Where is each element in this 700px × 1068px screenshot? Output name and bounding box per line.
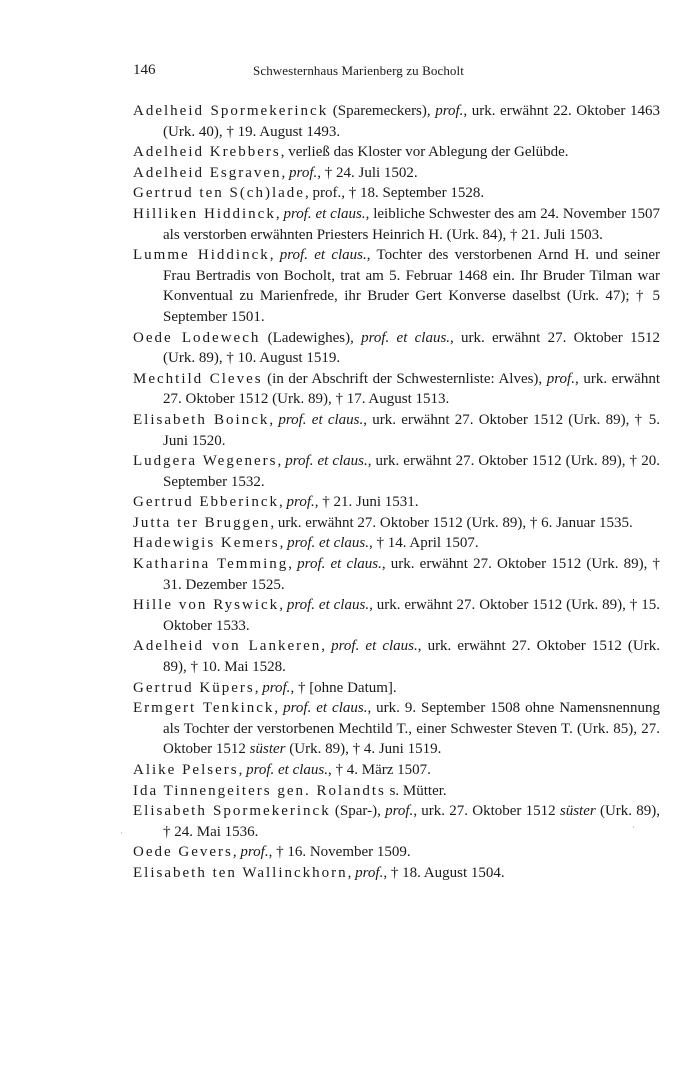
register-entry: [133, 678, 660, 699]
entry-text: (in der Abschrift der Schwesternliste: Alves),: [262, 370, 547, 387]
entry-text: , urk. erwähnt 27. Oktober 1512 (Urk. 89), † 10. August 1519.: [163, 329, 660, 367]
italic-term: prof.: [546, 370, 575, 387]
entry-text: , urk. erwähnt 27. Oktober 1512 (Urk. 89), † 6. Januar 1535.: [270, 514, 633, 531]
person-name: Hille von Ryswick: [133, 597, 280, 614]
person-name: Adelheid Krebbers: [133, 144, 281, 161]
register-entry: [133, 183, 660, 204]
page-number: 146: [133, 62, 156, 78]
italic-term: prof. et claus.: [297, 556, 382, 573]
person-name: Gertrud ten S(ch)lade: [133, 185, 305, 202]
italic-term: prof.: [289, 164, 318, 181]
italic-term: prof. et claus.: [283, 205, 366, 222]
entry-list: [133, 101, 660, 884]
person-name: Lumme Hiddinck: [133, 247, 270, 264]
person-name: Hadewigis Kemers: [133, 535, 280, 552]
italic-term: prof.: [355, 864, 384, 881]
entry-text: ,: [279, 535, 288, 552]
entry-text: , † 24. Juli 1502.: [317, 164, 418, 181]
entry-text: , urk. erwähnt 27. Oktober 1512 (Urk. 89), † 10. Mai 1528.: [163, 638, 661, 676]
italic-term: prof. et claus.: [287, 535, 369, 552]
entry-text: ,: [254, 679, 263, 696]
entry-text: ,: [275, 205, 284, 222]
italic-term: prof.: [240, 844, 269, 861]
italic-term: prof. et claus.: [278, 411, 364, 428]
person-name: Adelheid Spormekerinck: [133, 103, 329, 119]
italic-term: prof. et claus.: [283, 700, 368, 717]
entry-text: , † 14. April 1507.: [369, 535, 479, 552]
entry-text: ,: [274, 700, 284, 717]
entry-text: , verließ das Kloster vor Ablegung der Gelübde.: [280, 144, 569, 161]
italic-term: süster: [559, 803, 596, 820]
register-entry: [133, 451, 660, 492]
entry-text: , leibliche Schwester des am 24. November 1507 als verstorben erwähnten Priesters Heinrich H. (Urk. 84), † 21. Juli 1503.: [163, 205, 661, 243]
register-entry: [133, 142, 660, 163]
italic-term: prof.: [435, 103, 464, 119]
entry-text: , urk. erwähnt 27. Oktober 1512 (Urk. 89), † 20. September 1532.: [163, 453, 661, 490]
scan-speck: ·: [120, 828, 123, 838]
entry-text: ,: [269, 247, 280, 264]
entry-text: , urk. erwähnt 27. Oktober 1512 (Urk. 89), † 17. August 1513.: [163, 370, 660, 408]
entry-text: ,: [232, 844, 241, 861]
entry-text: ,: [269, 411, 279, 428]
person-name: Hilliken Hiddinck: [133, 205, 276, 222]
entry-text: ,: [281, 164, 290, 181]
person-name: Alike Pelsers: [133, 762, 239, 778]
person-name: Ermgert Tenkinck: [133, 700, 275, 717]
person-name: Adelheid Esgraven: [133, 164, 282, 181]
register-entry: [133, 595, 660, 636]
entry-text: , urk. erwähnt 27. Oktober 1512 (Urk. 89), † 15. Oktober 1533.: [163, 597, 661, 634]
register-entry: [133, 801, 660, 842]
register-entry: [133, 636, 660, 677]
entry-text: , urk. erwähnt 22. Oktober 1463 (Urk. 40), † 19. August 1493.: [163, 103, 660, 140]
register-entry: [133, 513, 660, 534]
register-entry: [133, 533, 660, 554]
entry-text: , urk. erwähnt 27. Oktober 1512 (Urk. 89), † 5. Juni 1520.: [163, 411, 661, 449]
register-entry: [133, 204, 660, 245]
entry-text: (Urk. 89), † 4. Juni 1519.: [285, 741, 442, 758]
entry-text: , prof., † 18. September 1528.: [304, 185, 485, 202]
entry-text: , urk. 27. Oktober 1512: [413, 803, 560, 820]
italic-term: prof.: [385, 803, 414, 820]
italic-term: süster: [249, 741, 286, 758]
italic-term: prof. et claus.: [279, 247, 367, 264]
italic-term: prof.: [262, 679, 291, 696]
entry-text: ,: [238, 762, 247, 778]
entry-text: (Sparemeckers),: [328, 103, 436, 119]
person-name: Ida Tinnengeiters gen. Rolandts: [133, 782, 386, 799]
person-name: Oede Lodewech: [133, 329, 261, 346]
person-name: Elisabeth Spormekerinck: [133, 803, 331, 820]
entry-text: (Urk. 89), † 24. Mai 1536.: [163, 803, 660, 840]
register-entry: [133, 863, 660, 884]
register-entry: [133, 492, 660, 513]
person-name: Oede Gevers: [133, 844, 233, 861]
entry-text: , † 4. März 1507.: [328, 762, 431, 778]
scan-speck: ·: [632, 822, 635, 832]
italic-term: prof. et claus.: [286, 597, 370, 614]
page-header: [133, 62, 660, 82]
person-name: Mechtild Cleves: [133, 370, 263, 387]
entry-text: , urk. erwähnt 27. Oktober 1512 (Urk. 89), † 31. Dezember 1525.: [163, 556, 661, 593]
entry-text: ,: [347, 864, 356, 881]
entry-text: ,: [279, 597, 287, 614]
register-entry: [133, 554, 660, 595]
register-entry: [133, 760, 660, 781]
entry-text: ,: [279, 494, 287, 511]
register-entry: [133, 245, 660, 327]
entry-text: , urk. 9. September 1508 ohne Namensnennung als Tochter der verstorbenen Mechtild T., einer Schwester Steven T. (Urk. 85), 27. Oktober 1512: [163, 700, 661, 758]
entry-text: , Tochter des verstorbenen Arnd H. und seiner Frau Bertradis von Bocholt, trat am 5. Februar 1468 ein. Ihr Bruder Tilman war Konventual zu Marienfrede, ihr Bruder Gert Konverse daselbst (Urk. 47); † 5 September 1501.: [163, 247, 661, 325]
person-name: Gertrud Küpers: [133, 679, 255, 696]
entry-text: , † 18. August 1504.: [383, 864, 505, 881]
register-entry: [133, 369, 660, 410]
entry-text: ,: [277, 453, 286, 470]
entry-text: , † [ohne Datum].: [290, 679, 397, 696]
entry-text: , † 21. Juni 1531.: [314, 494, 419, 511]
entry-text: (Ladewighes),: [260, 329, 362, 346]
running-head: Schwesternhaus Marienberg zu Bocholt: [253, 63, 464, 78]
person-name: Katharina Temming: [133, 556, 289, 573]
register-entry: [133, 163, 660, 184]
entry-text: ,: [321, 638, 332, 655]
register-entry: [133, 410, 660, 451]
entry-text: , † 16. November 1509.: [268, 844, 411, 861]
register-entry: [133, 781, 660, 802]
person-name: Elisabeth ten Wallinckhorn: [133, 864, 348, 881]
person-name: Jutta ter Bruggen: [133, 514, 271, 531]
register-entry: [133, 101, 660, 142]
italic-term: prof. et claus.: [285, 453, 368, 470]
person-name: Ludgera Wegeners: [133, 453, 278, 470]
italic-term: prof.: [286, 494, 315, 511]
register-entry: [133, 842, 660, 863]
register-entry: [133, 328, 660, 369]
italic-term: prof. et claus.: [331, 638, 418, 655]
italic-term: prof. et claus.: [246, 762, 329, 778]
entry-text: ,: [288, 556, 298, 573]
italic-term: prof. et claus.: [361, 329, 451, 346]
entry-text: (Spar-),: [330, 803, 386, 820]
person-name: Gertrud Ebberinck: [133, 494, 280, 511]
person-name: Adelheid von Lankeren: [133, 638, 322, 655]
entry-text: s. Mütter.: [385, 782, 447, 799]
person-name: Elisabeth Boinck: [133, 411, 270, 428]
register-entry: [133, 698, 660, 760]
